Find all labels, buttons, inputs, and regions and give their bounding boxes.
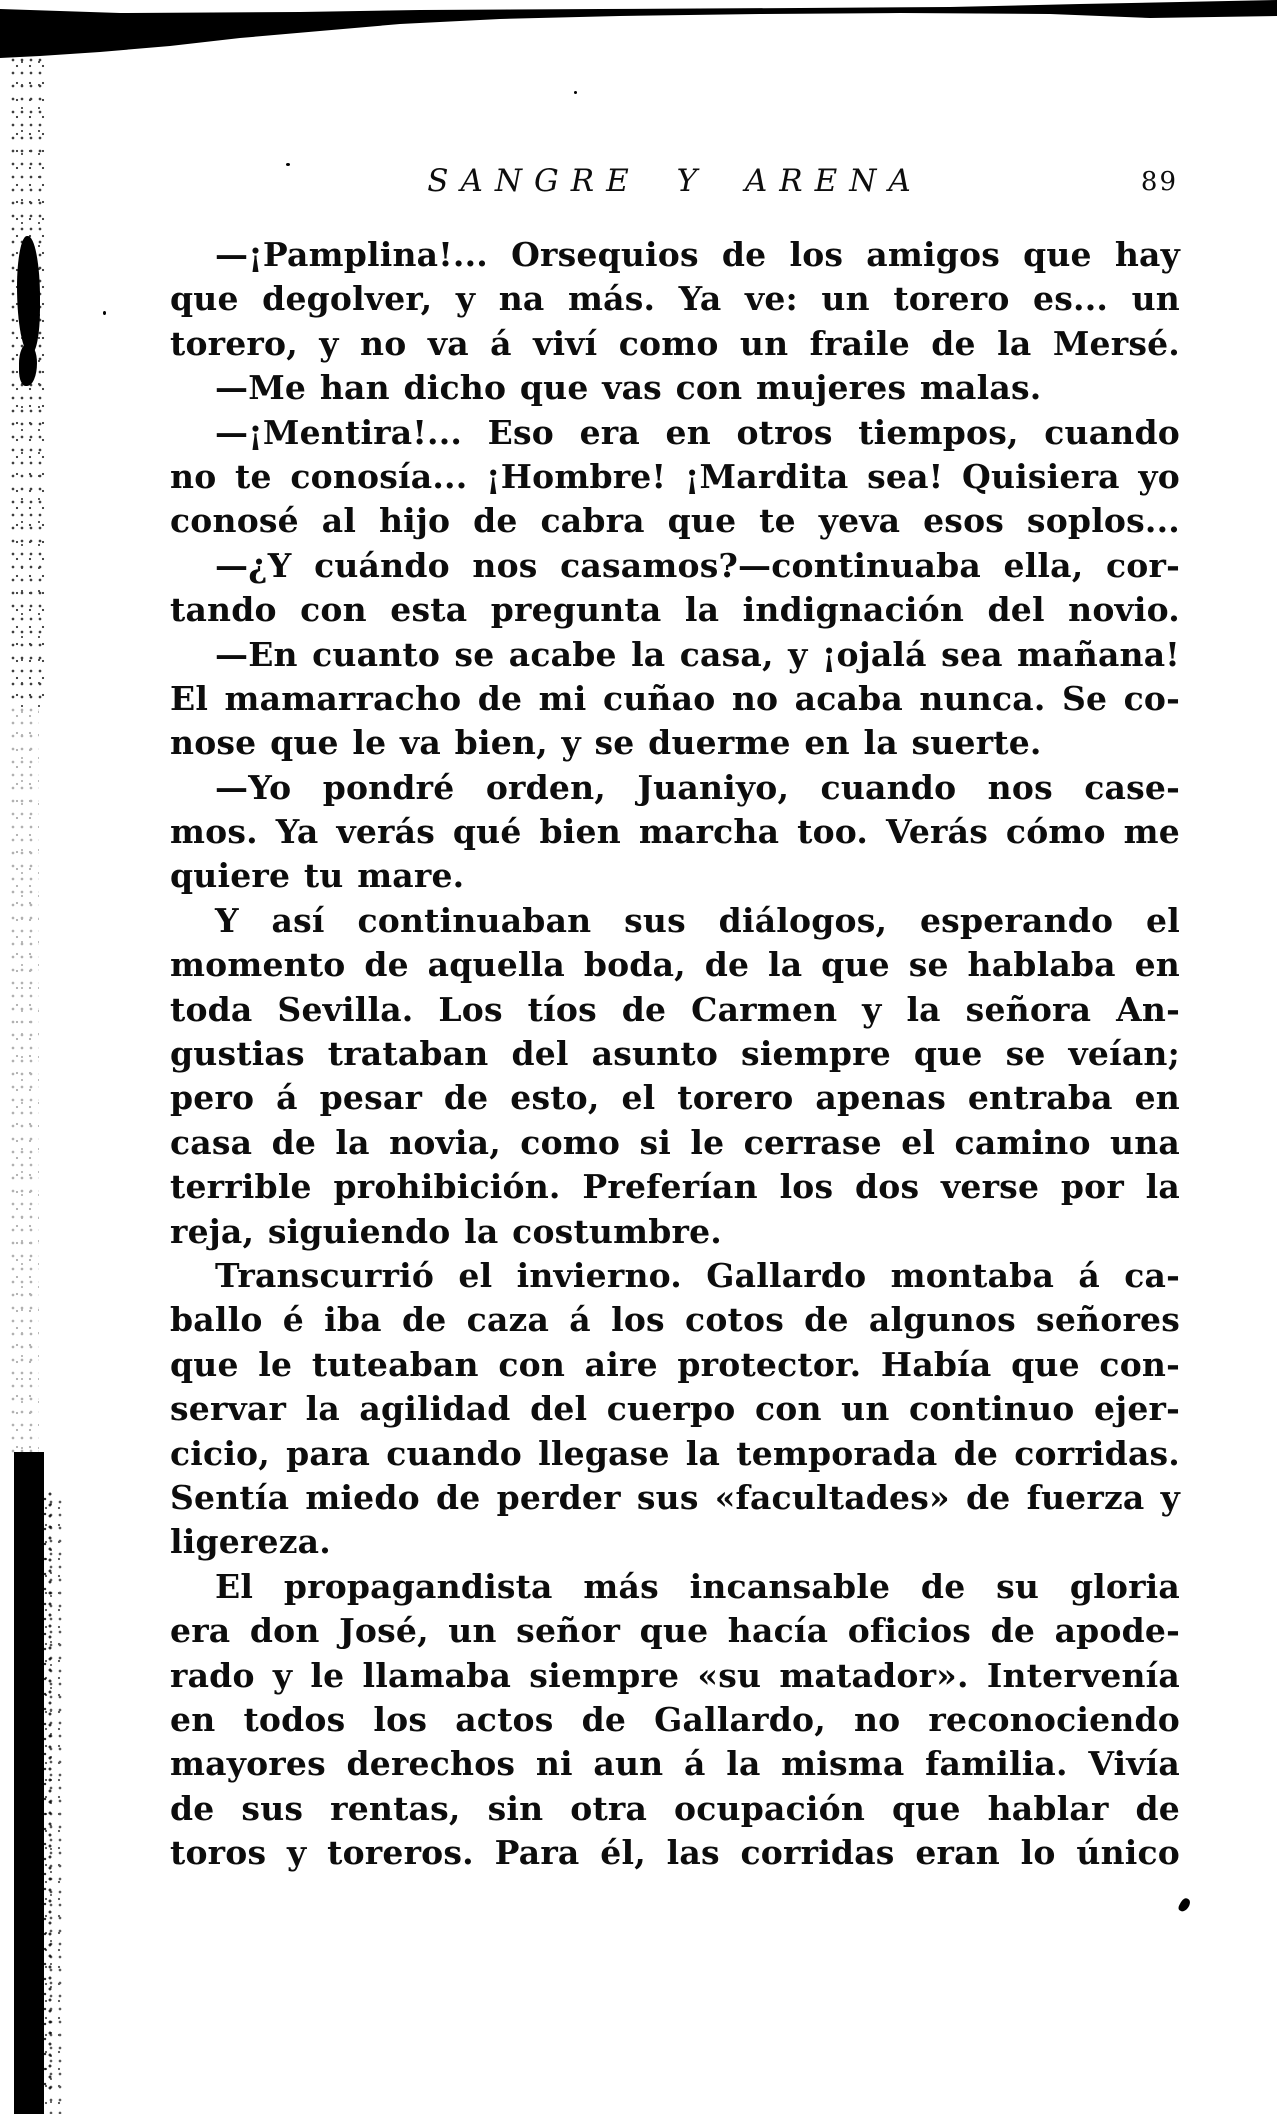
text-line: cicio, para cuando llegase la temporada de corridas. bbox=[170, 1433, 1180, 1473]
text-line: mayores derechos ni aun á la misma familia. Vivía bbox=[170, 1744, 1180, 1784]
binding-ink-blob bbox=[17, 236, 40, 354]
page-body bbox=[170, 233, 1180, 1875]
text-line: —¡Mentira!... Eso era en otros tiempos, cuando bbox=[215, 412, 1180, 452]
text-line: Y así continuaban sus diálogos, esperando el bbox=[215, 900, 1180, 940]
text-line: Sentía miedo de perder sus «facultades» de fuerza y bbox=[170, 1477, 1180, 1517]
scan-top-edge-artifact bbox=[0, 0, 1277, 60]
binding-noise-middle bbox=[11, 708, 39, 1458]
text-line: quiere tu mare. bbox=[170, 856, 465, 896]
text-line: conosé al hijo de cabra que te yeva esos soplos... bbox=[170, 501, 1180, 541]
text-line: terrible prohibición. Preferían los dos verse por la bbox=[170, 1167, 1180, 1207]
text-line: que le tuteaban con aire protector. Había que con- bbox=[170, 1344, 1180, 1384]
text-line: servar la agilidad del cuerpo con un continuo ejer- bbox=[170, 1389, 1180, 1429]
text-line: de sus rentas, sin otra ocupación que hablar de bbox=[170, 1788, 1180, 1828]
text-line: —¡Pamplina!... Orsequios de los amigos que hay bbox=[215, 235, 1180, 274]
text-line: —¿Y cuándo nos casamos?—continuaba ella, cor- bbox=[215, 545, 1180, 585]
text-line: nose que le va bien, y se duerme en la suerte. bbox=[170, 723, 1042, 763]
text-line: El propagandista más incansable de su gloria bbox=[215, 1566, 1180, 1606]
binding-noise-bottom-outer bbox=[40, 1500, 66, 2114]
ink-speck bbox=[103, 311, 106, 315]
text-line: torero, y no va á viví como un fraile de la Mersé. bbox=[170, 323, 1180, 363]
text-line: toda Sevilla. Los tíos de Carmen y la señora An- bbox=[170, 989, 1180, 1029]
text-line: reja, siguiendo la costumbre. bbox=[170, 1211, 722, 1251]
text-line: en todos los actos de Gallardo, no reconociendo bbox=[170, 1699, 1180, 1739]
text-line: gustias trataban del asunto siempre que se veían; bbox=[170, 1034, 1180, 1074]
text-line: El mamarracho de mi cuñao no acaba nunca. Se co- bbox=[170, 678, 1180, 718]
text-line: —Me han dicho que vas con mujeres malas. bbox=[215, 368, 1042, 408]
text-line: momento de aquella boda, de la que se hablaba en bbox=[170, 945, 1180, 985]
text-line: tando con esta pregunta la indignación del novio. bbox=[170, 590, 1180, 630]
text-line: era don José, un señor que hacía oficios de apode- bbox=[170, 1611, 1180, 1651]
ink-mark-bottom bbox=[1177, 1897, 1192, 1914]
text-line: mos. Ya verás qué bien marcha too. Verás cómo me bbox=[170, 812, 1180, 852]
ink-speck bbox=[574, 91, 577, 94]
text-line: toros y toreros. Para él, las corridas eran lo único bbox=[170, 1833, 1180, 1873]
text-line: ligereza. bbox=[170, 1522, 331, 1562]
text-line: casa de la novia, como si le cerrase el camino una bbox=[170, 1122, 1180, 1162]
text-line: no te conosía... ¡Hombre! ¡Mardita sea! Quisiera yo bbox=[170, 456, 1180, 496]
text-line: que degolver, y na más. Ya ve: un torero es... un bbox=[170, 279, 1180, 319]
book-title-header: SANGRE Y ARENA bbox=[427, 163, 923, 199]
running-header bbox=[170, 163, 1180, 203]
text-line: ballo é iba de caza á los cotos de algunos señores bbox=[170, 1300, 1180, 1340]
text-line: Transcurrió el invierno. Gallardo montaba á ca- bbox=[215, 1255, 1180, 1295]
text-line: rado y le llamaba siempre «su matador». Intervenía bbox=[170, 1655, 1180, 1695]
text-line: —En cuanto se acabe la casa, y ¡ojalá sea mañana! bbox=[215, 634, 1180, 674]
text-line: pero á pesar de esto, el torero apenas entraba en bbox=[170, 1078, 1180, 1118]
page-number: 89 bbox=[1140, 167, 1178, 197]
text-line: —Yo pondré orden, Juaniyo, cuando nos case- bbox=[215, 767, 1180, 807]
